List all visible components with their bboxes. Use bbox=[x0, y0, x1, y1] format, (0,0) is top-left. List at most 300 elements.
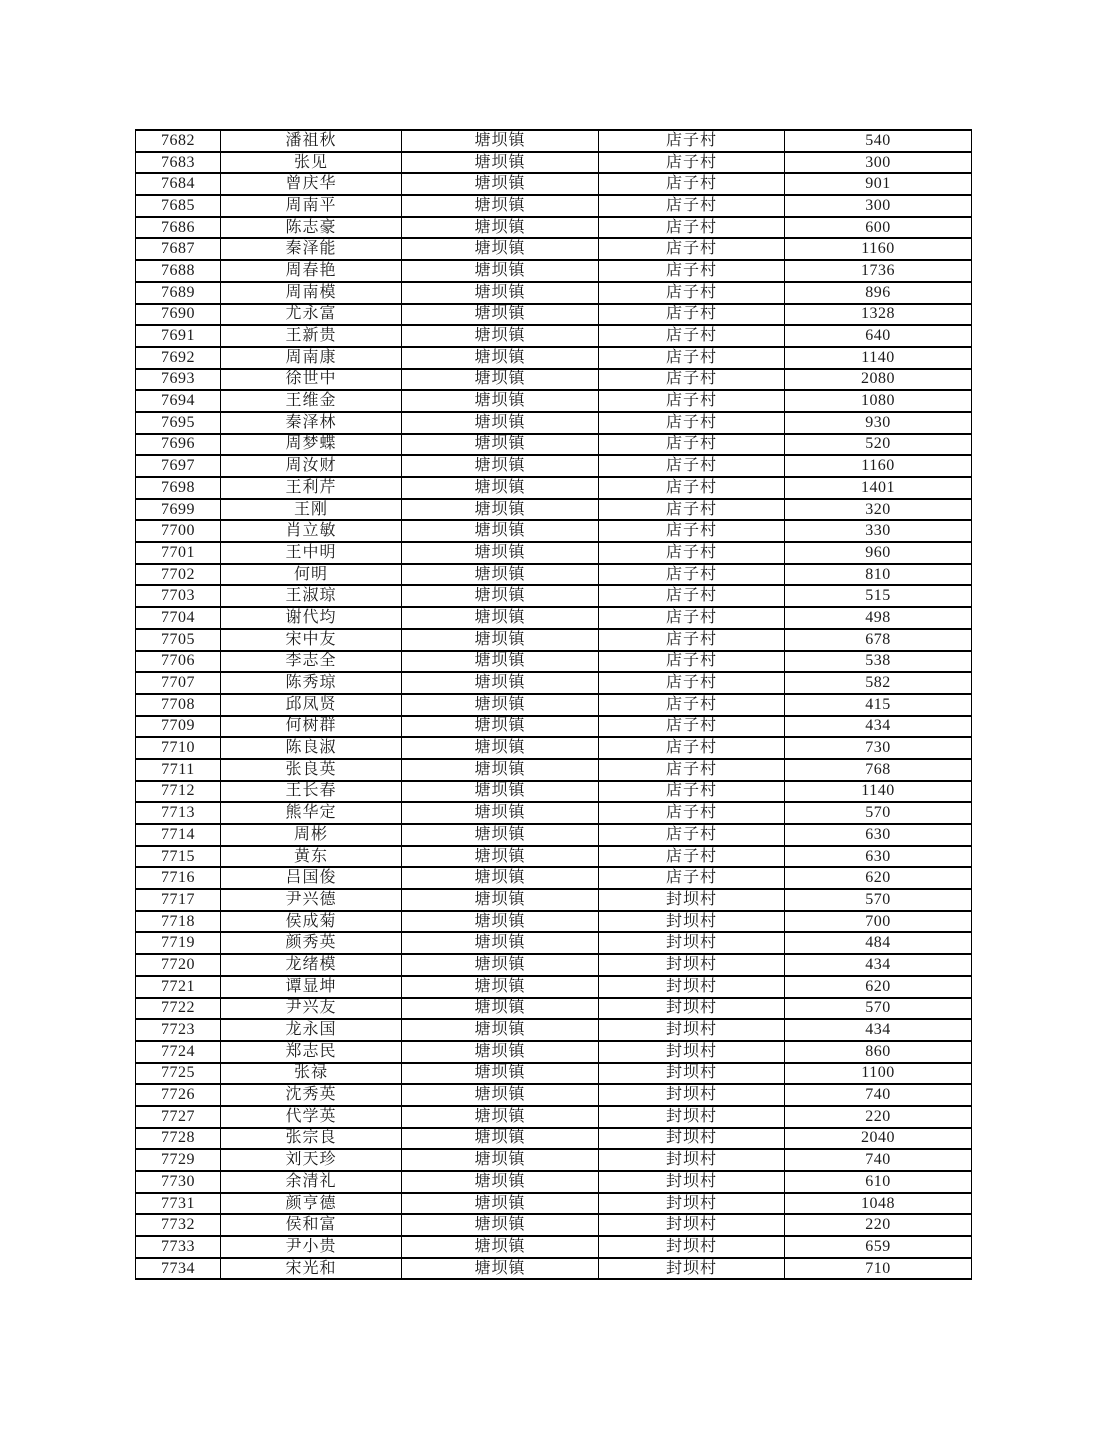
person-name-cell: 王中明 bbox=[221, 542, 402, 564]
village-cell: 店子村 bbox=[599, 173, 785, 195]
village-cell: 封坝村 bbox=[599, 1063, 785, 1085]
table-row bbox=[136, 759, 972, 781]
table-row bbox=[136, 1193, 972, 1215]
table-row bbox=[136, 1214, 972, 1236]
village-cell: 封坝村 bbox=[599, 1236, 785, 1258]
village-cell: 封坝村 bbox=[599, 1171, 785, 1193]
amount-cell: 320 bbox=[785, 499, 972, 521]
person-name-cell: 尹小贵 bbox=[221, 1236, 402, 1258]
town-cell: 塘坝镇 bbox=[402, 911, 599, 933]
amount-cell: 1401 bbox=[785, 477, 972, 499]
table-row bbox=[136, 1106, 972, 1128]
serial-number-cell: 7729 bbox=[136, 1149, 221, 1171]
table-row bbox=[136, 152, 972, 174]
person-name-cell: 王维金 bbox=[221, 390, 402, 412]
serial-number-cell: 7684 bbox=[136, 173, 221, 195]
table-row bbox=[136, 889, 972, 911]
amount-cell: 960 bbox=[785, 542, 972, 564]
town-cell: 塘坝镇 bbox=[402, 173, 599, 195]
amount-cell: 515 bbox=[785, 585, 972, 607]
person-name-cell: 肖立敏 bbox=[221, 520, 402, 542]
serial-number-cell: 7686 bbox=[136, 217, 221, 239]
village-cell: 封坝村 bbox=[599, 1106, 785, 1128]
serial-number-cell: 7693 bbox=[136, 369, 221, 391]
town-cell: 塘坝镇 bbox=[402, 564, 599, 586]
table-row bbox=[136, 564, 972, 586]
table-row bbox=[136, 238, 972, 260]
amount-cell: 570 bbox=[785, 802, 972, 824]
town-cell: 塘坝镇 bbox=[402, 434, 599, 456]
person-name-cell: 徐世中 bbox=[221, 369, 402, 391]
town-cell: 塘坝镇 bbox=[402, 195, 599, 217]
serial-number-cell: 7695 bbox=[136, 412, 221, 434]
town-cell: 塘坝镇 bbox=[402, 998, 599, 1020]
amount-cell: 570 bbox=[785, 889, 972, 911]
table-row bbox=[136, 954, 972, 976]
amount-cell: 498 bbox=[785, 607, 972, 629]
village-cell: 店子村 bbox=[599, 564, 785, 586]
person-name-cell: 宋中友 bbox=[221, 629, 402, 651]
serial-number-cell: 7723 bbox=[136, 1019, 221, 1041]
village-cell: 店子村 bbox=[599, 282, 785, 304]
serial-number-cell: 7728 bbox=[136, 1128, 221, 1150]
village-cell: 封坝村 bbox=[599, 1258, 785, 1280]
town-cell: 塘坝镇 bbox=[402, 542, 599, 564]
village-cell: 店子村 bbox=[599, 499, 785, 521]
person-name-cell: 龙绪模 bbox=[221, 954, 402, 976]
village-cell: 店子村 bbox=[599, 694, 785, 716]
person-name-cell: 刘天珍 bbox=[221, 1149, 402, 1171]
person-name-cell: 陈良淑 bbox=[221, 737, 402, 759]
town-cell: 塘坝镇 bbox=[402, 455, 599, 477]
person-name-cell: 周南康 bbox=[221, 347, 402, 369]
serial-number-cell: 7707 bbox=[136, 672, 221, 694]
amount-cell: 630 bbox=[785, 846, 972, 868]
amount-cell: 1140 bbox=[785, 347, 972, 369]
town-cell: 塘坝镇 bbox=[402, 1041, 599, 1063]
serial-number-cell: 7689 bbox=[136, 282, 221, 304]
village-cell: 店子村 bbox=[599, 824, 785, 846]
person-name-cell: 邱凤贤 bbox=[221, 694, 402, 716]
serial-number-cell: 7732 bbox=[136, 1214, 221, 1236]
person-name-cell: 龙永国 bbox=[221, 1019, 402, 1041]
village-cell: 封坝村 bbox=[599, 1193, 785, 1215]
serial-number-cell: 7712 bbox=[136, 781, 221, 803]
village-cell: 封坝村 bbox=[599, 954, 785, 976]
records-table bbox=[135, 129, 972, 1280]
table-row bbox=[136, 412, 972, 434]
table-row bbox=[136, 260, 972, 282]
person-name-cell: 侯成菊 bbox=[221, 911, 402, 933]
person-name-cell: 谢代均 bbox=[221, 607, 402, 629]
town-cell: 塘坝镇 bbox=[402, 152, 599, 174]
town-cell: 塘坝镇 bbox=[402, 304, 599, 326]
village-cell: 店子村 bbox=[599, 195, 785, 217]
village-cell: 封坝村 bbox=[599, 1041, 785, 1063]
village-cell: 封坝村 bbox=[599, 1019, 785, 1041]
town-cell: 塘坝镇 bbox=[402, 369, 599, 391]
amount-cell: 1080 bbox=[785, 390, 972, 412]
table-row bbox=[136, 325, 972, 347]
person-name-cell: 张良英 bbox=[221, 759, 402, 781]
village-cell: 店子村 bbox=[599, 455, 785, 477]
amount-cell: 570 bbox=[785, 998, 972, 1020]
person-name-cell: 秦泽林 bbox=[221, 412, 402, 434]
table-row bbox=[136, 1236, 972, 1258]
table-row bbox=[136, 911, 972, 933]
village-cell: 封坝村 bbox=[599, 976, 785, 998]
town-cell: 塘坝镇 bbox=[402, 824, 599, 846]
serial-number-cell: 7700 bbox=[136, 520, 221, 542]
serial-number-cell: 7706 bbox=[136, 651, 221, 673]
table-row bbox=[136, 477, 972, 499]
serial-number-cell: 7694 bbox=[136, 390, 221, 412]
village-cell: 店子村 bbox=[599, 716, 785, 738]
serial-number-cell: 7711 bbox=[136, 759, 221, 781]
person-name-cell: 沈秀英 bbox=[221, 1084, 402, 1106]
village-cell: 店子村 bbox=[599, 651, 785, 673]
serial-number-cell: 7722 bbox=[136, 998, 221, 1020]
village-cell: 店子村 bbox=[599, 238, 785, 260]
village-cell: 封坝村 bbox=[599, 1149, 785, 1171]
serial-number-cell: 7698 bbox=[136, 477, 221, 499]
town-cell: 塘坝镇 bbox=[402, 1106, 599, 1128]
serial-number-cell: 7731 bbox=[136, 1193, 221, 1215]
person-name-cell: 王新贵 bbox=[221, 325, 402, 347]
town-cell: 塘坝镇 bbox=[402, 282, 599, 304]
town-cell: 塘坝镇 bbox=[402, 976, 599, 998]
amount-cell: 434 bbox=[785, 954, 972, 976]
table-row bbox=[136, 694, 972, 716]
town-cell: 塘坝镇 bbox=[402, 1171, 599, 1193]
serial-number-cell: 7721 bbox=[136, 976, 221, 998]
village-cell: 店子村 bbox=[599, 802, 785, 824]
serial-number-cell: 7716 bbox=[136, 867, 221, 889]
person-name-cell: 张宗良 bbox=[221, 1128, 402, 1150]
person-name-cell: 王长春 bbox=[221, 781, 402, 803]
serial-number-cell: 7725 bbox=[136, 1063, 221, 1085]
town-cell: 塘坝镇 bbox=[402, 1128, 599, 1150]
town-cell: 塘坝镇 bbox=[402, 520, 599, 542]
table-row bbox=[136, 542, 972, 564]
village-cell: 店子村 bbox=[599, 520, 785, 542]
table-row bbox=[136, 1084, 972, 1106]
village-cell: 店子村 bbox=[599, 867, 785, 889]
amount-cell: 1100 bbox=[785, 1063, 972, 1085]
amount-cell: 630 bbox=[785, 824, 972, 846]
table-row bbox=[136, 173, 972, 195]
serial-number-cell: 7705 bbox=[136, 629, 221, 651]
person-name-cell: 代学英 bbox=[221, 1106, 402, 1128]
amount-cell: 484 bbox=[785, 932, 972, 954]
table-row bbox=[136, 867, 972, 889]
town-cell: 塘坝镇 bbox=[402, 1063, 599, 1085]
serial-number-cell: 7713 bbox=[136, 802, 221, 824]
person-name-cell: 宋光和 bbox=[221, 1258, 402, 1280]
serial-number-cell: 7708 bbox=[136, 694, 221, 716]
village-cell: 店子村 bbox=[599, 412, 785, 434]
village-cell: 店子村 bbox=[599, 607, 785, 629]
serial-number-cell: 7692 bbox=[136, 347, 221, 369]
village-cell: 店子村 bbox=[599, 629, 785, 651]
village-cell: 店子村 bbox=[599, 260, 785, 282]
person-name-cell: 张见 bbox=[221, 152, 402, 174]
serial-number-cell: 7734 bbox=[136, 1258, 221, 1280]
town-cell: 塘坝镇 bbox=[402, 954, 599, 976]
amount-cell: 740 bbox=[785, 1149, 972, 1171]
amount-cell: 220 bbox=[785, 1214, 972, 1236]
person-name-cell: 潘祖秋 bbox=[221, 130, 402, 152]
town-cell: 塘坝镇 bbox=[402, 412, 599, 434]
person-name-cell: 颜秀英 bbox=[221, 932, 402, 954]
person-name-cell: 周春艳 bbox=[221, 260, 402, 282]
table-row bbox=[136, 976, 972, 998]
person-name-cell: 王淑琼 bbox=[221, 585, 402, 607]
amount-cell: 540 bbox=[785, 130, 972, 152]
serial-number-cell: 7717 bbox=[136, 889, 221, 911]
serial-number-cell: 7697 bbox=[136, 455, 221, 477]
serial-number-cell: 7704 bbox=[136, 607, 221, 629]
table-row bbox=[136, 932, 972, 954]
town-cell: 塘坝镇 bbox=[402, 1258, 599, 1280]
serial-number-cell: 7727 bbox=[136, 1106, 221, 1128]
village-cell: 店子村 bbox=[599, 152, 785, 174]
village-cell: 店子村 bbox=[599, 542, 785, 564]
village-cell: 店子村 bbox=[599, 390, 785, 412]
town-cell: 塘坝镇 bbox=[402, 651, 599, 673]
village-cell: 店子村 bbox=[599, 304, 785, 326]
table-row bbox=[136, 1019, 972, 1041]
table-row bbox=[136, 998, 972, 1020]
town-cell: 塘坝镇 bbox=[402, 629, 599, 651]
town-cell: 塘坝镇 bbox=[402, 585, 599, 607]
village-cell: 封坝村 bbox=[599, 932, 785, 954]
town-cell: 塘坝镇 bbox=[402, 238, 599, 260]
amount-cell: 582 bbox=[785, 672, 972, 694]
person-name-cell: 周汝财 bbox=[221, 455, 402, 477]
amount-cell: 678 bbox=[785, 629, 972, 651]
town-cell: 塘坝镇 bbox=[402, 325, 599, 347]
table-row bbox=[136, 1149, 972, 1171]
table-row bbox=[136, 846, 972, 868]
table-row bbox=[136, 455, 972, 477]
village-cell: 店子村 bbox=[599, 347, 785, 369]
person-name-cell: 何明 bbox=[221, 564, 402, 586]
amount-cell: 810 bbox=[785, 564, 972, 586]
town-cell: 塘坝镇 bbox=[402, 217, 599, 239]
table-row bbox=[136, 1041, 972, 1063]
person-name-cell: 吕国俊 bbox=[221, 867, 402, 889]
table-row bbox=[136, 130, 972, 152]
table-row bbox=[136, 716, 972, 738]
table-row bbox=[136, 737, 972, 759]
table-row bbox=[136, 1171, 972, 1193]
amount-cell: 1140 bbox=[785, 781, 972, 803]
serial-number-cell: 7690 bbox=[136, 304, 221, 326]
town-cell: 塘坝镇 bbox=[402, 607, 599, 629]
serial-number-cell: 7710 bbox=[136, 737, 221, 759]
amount-cell: 730 bbox=[785, 737, 972, 759]
town-cell: 塘坝镇 bbox=[402, 1149, 599, 1171]
person-name-cell: 余清礼 bbox=[221, 1171, 402, 1193]
person-name-cell: 曾庆华 bbox=[221, 173, 402, 195]
person-name-cell: 颜亨德 bbox=[221, 1193, 402, 1215]
village-cell: 店子村 bbox=[599, 585, 785, 607]
town-cell: 塘坝镇 bbox=[402, 802, 599, 824]
town-cell: 塘坝镇 bbox=[402, 759, 599, 781]
table-row bbox=[136, 781, 972, 803]
town-cell: 塘坝镇 bbox=[402, 846, 599, 868]
amount-cell: 220 bbox=[785, 1106, 972, 1128]
serial-number-cell: 7714 bbox=[136, 824, 221, 846]
village-cell: 店子村 bbox=[599, 325, 785, 347]
serial-number-cell: 7709 bbox=[136, 716, 221, 738]
serial-number-cell: 7688 bbox=[136, 260, 221, 282]
amount-cell: 1160 bbox=[785, 238, 972, 260]
town-cell: 塘坝镇 bbox=[402, 1236, 599, 1258]
table-row bbox=[136, 607, 972, 629]
amount-cell: 520 bbox=[785, 434, 972, 456]
town-cell: 塘坝镇 bbox=[402, 1214, 599, 1236]
serial-number-cell: 7685 bbox=[136, 195, 221, 217]
amount-cell: 896 bbox=[785, 282, 972, 304]
person-name-cell: 秦泽能 bbox=[221, 238, 402, 260]
village-cell: 店子村 bbox=[599, 737, 785, 759]
town-cell: 塘坝镇 bbox=[402, 932, 599, 954]
serial-number-cell: 7733 bbox=[136, 1236, 221, 1258]
person-name-cell: 黄东 bbox=[221, 846, 402, 868]
amount-cell: 330 bbox=[785, 520, 972, 542]
person-name-cell: 张禄 bbox=[221, 1063, 402, 1085]
table-row bbox=[136, 499, 972, 521]
amount-cell: 610 bbox=[785, 1171, 972, 1193]
table-row bbox=[136, 585, 972, 607]
amount-cell: 2080 bbox=[785, 369, 972, 391]
village-cell: 店子村 bbox=[599, 759, 785, 781]
table-row bbox=[136, 304, 972, 326]
amount-cell: 1328 bbox=[785, 304, 972, 326]
serial-number-cell: 7718 bbox=[136, 911, 221, 933]
table-row bbox=[136, 520, 972, 542]
table-row bbox=[136, 651, 972, 673]
amount-cell: 700 bbox=[785, 911, 972, 933]
town-cell: 塘坝镇 bbox=[402, 260, 599, 282]
serial-number-cell: 7730 bbox=[136, 1171, 221, 1193]
amount-cell: 600 bbox=[785, 217, 972, 239]
person-name-cell: 周彬 bbox=[221, 824, 402, 846]
person-name-cell: 王利芹 bbox=[221, 477, 402, 499]
village-cell: 店子村 bbox=[599, 434, 785, 456]
serial-number-cell: 7682 bbox=[136, 130, 221, 152]
table-row bbox=[136, 802, 972, 824]
town-cell: 塘坝镇 bbox=[402, 737, 599, 759]
table-row bbox=[136, 347, 972, 369]
table-row bbox=[136, 1258, 972, 1280]
person-name-cell: 周南平 bbox=[221, 195, 402, 217]
table-row bbox=[136, 217, 972, 239]
amount-cell: 434 bbox=[785, 1019, 972, 1041]
person-name-cell: 尤永富 bbox=[221, 304, 402, 326]
amount-cell: 740 bbox=[785, 1084, 972, 1106]
amount-cell: 1048 bbox=[785, 1193, 972, 1215]
serial-number-cell: 7683 bbox=[136, 152, 221, 174]
village-cell: 封坝村 bbox=[599, 911, 785, 933]
table-row bbox=[136, 672, 972, 694]
serial-number-cell: 7724 bbox=[136, 1041, 221, 1063]
amount-cell: 300 bbox=[785, 195, 972, 217]
village-cell: 店子村 bbox=[599, 781, 785, 803]
table-row bbox=[136, 195, 972, 217]
amount-cell: 620 bbox=[785, 976, 972, 998]
village-cell: 封坝村 bbox=[599, 1084, 785, 1106]
amount-cell: 768 bbox=[785, 759, 972, 781]
town-cell: 塘坝镇 bbox=[402, 130, 599, 152]
person-name-cell: 熊华定 bbox=[221, 802, 402, 824]
amount-cell: 640 bbox=[785, 325, 972, 347]
serial-number-cell: 7687 bbox=[136, 238, 221, 260]
town-cell: 塘坝镇 bbox=[402, 889, 599, 911]
serial-number-cell: 7702 bbox=[136, 564, 221, 586]
amount-cell: 538 bbox=[785, 651, 972, 673]
person-name-cell: 尹兴友 bbox=[221, 998, 402, 1020]
table-row bbox=[136, 629, 972, 651]
serial-number-cell: 7691 bbox=[136, 325, 221, 347]
table-row bbox=[136, 824, 972, 846]
village-cell: 店子村 bbox=[599, 477, 785, 499]
person-name-cell: 李志全 bbox=[221, 651, 402, 673]
person-name-cell: 郑志民 bbox=[221, 1041, 402, 1063]
amount-cell: 300 bbox=[785, 152, 972, 174]
person-name-cell: 何树群 bbox=[221, 716, 402, 738]
table-row bbox=[136, 369, 972, 391]
amount-cell: 659 bbox=[785, 1236, 972, 1258]
amount-cell: 2040 bbox=[785, 1128, 972, 1150]
amount-cell: 930 bbox=[785, 412, 972, 434]
town-cell: 塘坝镇 bbox=[402, 390, 599, 412]
town-cell: 塘坝镇 bbox=[402, 672, 599, 694]
village-cell: 店子村 bbox=[599, 672, 785, 694]
person-name-cell: 陈志豪 bbox=[221, 217, 402, 239]
town-cell: 塘坝镇 bbox=[402, 716, 599, 738]
serial-number-cell: 7726 bbox=[136, 1084, 221, 1106]
amount-cell: 620 bbox=[785, 867, 972, 889]
person-name-cell: 尹兴德 bbox=[221, 889, 402, 911]
town-cell: 塘坝镇 bbox=[402, 694, 599, 716]
village-cell: 店子村 bbox=[599, 130, 785, 152]
town-cell: 塘坝镇 bbox=[402, 499, 599, 521]
town-cell: 塘坝镇 bbox=[402, 1019, 599, 1041]
village-cell: 封坝村 bbox=[599, 1128, 785, 1150]
serial-number-cell: 7720 bbox=[136, 954, 221, 976]
person-name-cell: 王刚 bbox=[221, 499, 402, 521]
town-cell: 塘坝镇 bbox=[402, 477, 599, 499]
town-cell: 塘坝镇 bbox=[402, 1084, 599, 1106]
village-cell: 封坝村 bbox=[599, 1214, 785, 1236]
table-row bbox=[136, 1128, 972, 1150]
village-cell: 封坝村 bbox=[599, 998, 785, 1020]
town-cell: 塘坝镇 bbox=[402, 1193, 599, 1215]
table-row bbox=[136, 282, 972, 304]
person-name-cell: 周南模 bbox=[221, 282, 402, 304]
village-cell: 店子村 bbox=[599, 846, 785, 868]
table-row bbox=[136, 434, 972, 456]
serial-number-cell: 7703 bbox=[136, 585, 221, 607]
amount-cell: 860 bbox=[785, 1041, 972, 1063]
amount-cell: 1160 bbox=[785, 455, 972, 477]
serial-number-cell: 7699 bbox=[136, 499, 221, 521]
amount-cell: 415 bbox=[785, 694, 972, 716]
serial-number-cell: 7715 bbox=[136, 846, 221, 868]
